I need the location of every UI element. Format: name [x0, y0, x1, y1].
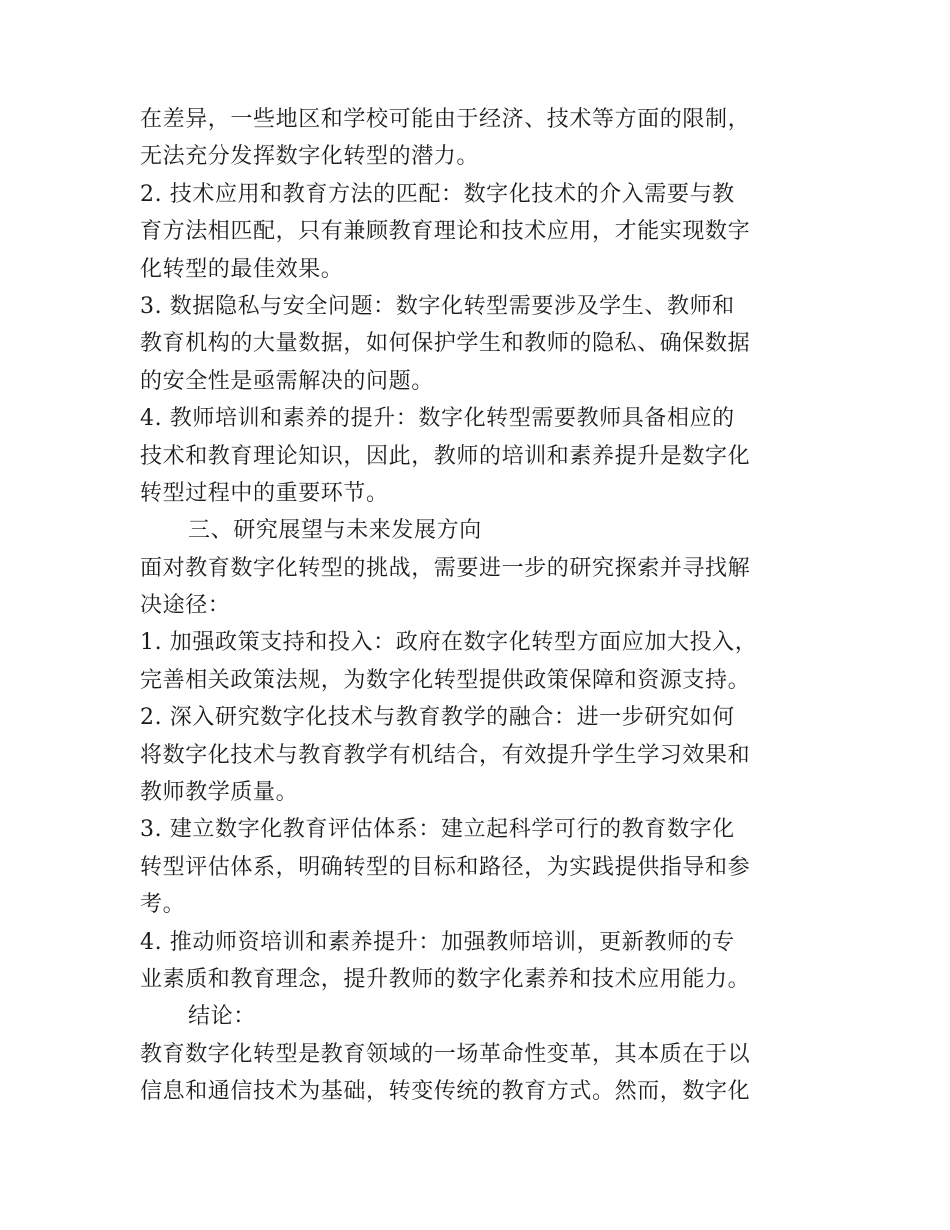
- text-line: 将数字化技术与教育教学有机结合，有效提升学生学习效果和: [140, 742, 751, 768]
- list-item-line: 2. 深入研究数字化技术与教育教学的融合：进一步研究如何: [140, 705, 735, 731]
- text-line: 技术和教育理论知识，因此，教师的培训和素养提升是数字化: [140, 443, 751, 469]
- document-body: [140, 101, 830, 1111]
- text-line: 信息和通信技术为基础，转变传统的教育方式。然而，数字化: [140, 1079, 751, 1105]
- text-line: 面对教育数字化转型的挑战，需要进一步的研究探索并寻找解: [140, 555, 751, 581]
- list-item-line: 3. 建立数字化教育评估体系：建立起科学可行的教育数字化: [140, 817, 735, 843]
- list-item-line: 3. 数据隐私与安全问题：数字化转型需要涉及学生、教师和: [140, 293, 735, 319]
- text-line: 完善相关政策法规，为数字化转型提供政策保障和资源支持。: [140, 667, 751, 693]
- text-line: 转型评估体系，明确转型的目标和路径，为实践提供指导和参: [140, 854, 751, 880]
- text-line: 教师教学质量。: [140, 780, 299, 806]
- text-line: 业素质和教育理念，提升教师的数字化素养和技术应用能力。: [140, 966, 751, 992]
- text-line: 教育数字化转型是教育领域的一场革命性变革，其本质在于以: [140, 1041, 751, 1067]
- list-item-line: 1. 加强政策支持和投入：政府在数字化转型方面应加大投入，: [140, 630, 758, 656]
- conclusion-heading: 结论：: [188, 1004, 256, 1030]
- text-line: 转型过程中的重要环节。: [140, 480, 389, 506]
- text-line: 决途径：: [140, 593, 231, 619]
- text-line: 无法充分发挥数字化转型的潜力。: [140, 144, 480, 170]
- text-line: 考。: [140, 892, 186, 918]
- text-line: 育方法相匹配，只有兼顾教育理论和技术应用，才能实现数字: [140, 219, 751, 245]
- section-heading: 三、研究展望与未来发展方向: [188, 518, 482, 544]
- text-line: 的安全性是亟需解决的问题。: [140, 368, 434, 394]
- list-item-line: 4. 教师培训和素养的提升：数字化转型需要教师具备相应的: [140, 406, 735, 432]
- text-line: 在差异，一些地区和学校可能由于经济、技术等方面的限制，: [140, 107, 751, 132]
- list-item-line: 2. 技术应用和教育方法的匹配：数字化技术的介入需要与教: [140, 181, 735, 207]
- list-item-line: 4. 推动师资培训和素养提升：加强教师培训，更新教师的专: [140, 929, 735, 955]
- text-line: 教育机构的大量数据，如何保护学生和教师的隐私、确保数据: [140, 331, 751, 357]
- text-line: 化转型的最佳效果。: [140, 256, 344, 282]
